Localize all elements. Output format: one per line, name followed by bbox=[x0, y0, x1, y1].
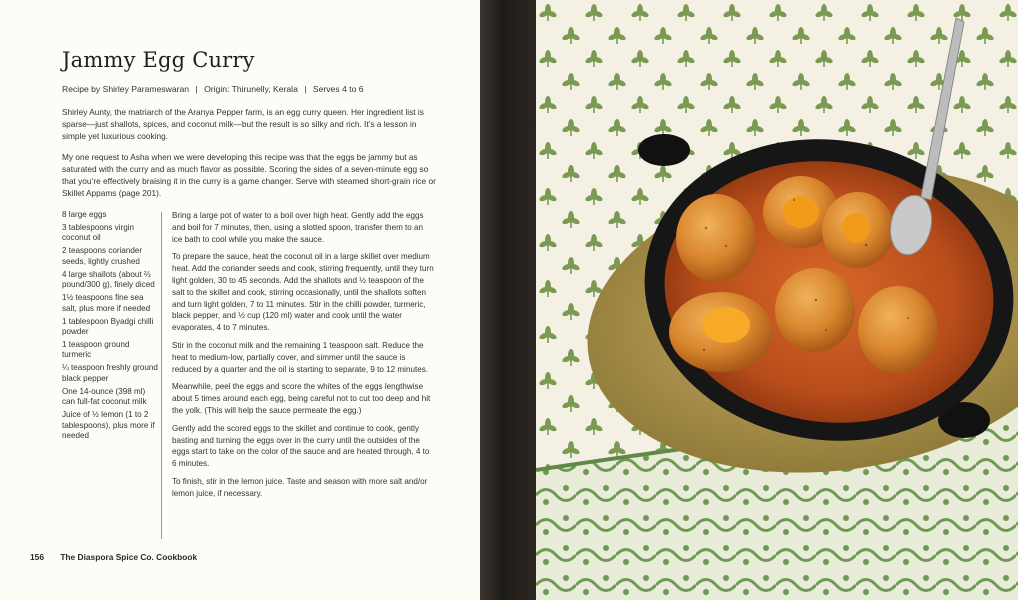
recipe-title: Jammy Egg Curry bbox=[62, 48, 255, 72]
method-steps bbox=[172, 210, 434, 506]
recipe-serves: Serves 4 to 6 bbox=[312, 84, 364, 94]
method-step: To prepare the sauce, heat the coconut oil in a large skillet over medium heat. Add the coriander seeds and cook, stirring frequently, until they turn light golden, 30 to 45 seconds. Add the shallots and ½ teaspoon of the salt to the skillet and cook, stirring occasionally, until the shallots soften and turn light golden, 7 to 11 minutes. Stir in the chilli powder, turmeric, black pepper, and ½ cup (120 ml) water and cook until the water evaporates, 4 to 7 minutes. bbox=[172, 252, 434, 333]
meta-separator: | bbox=[195, 84, 198, 94]
ingredient-item: 8 large eggs bbox=[62, 210, 107, 219]
ingredient-item: Juice of ½ lemon (1 to 2 tablespoons), plus more if needed bbox=[62, 410, 155, 441]
ingredient-item: 3 tablespoons virgin coconut oil bbox=[62, 223, 134, 243]
recipe-page bbox=[0, 0, 480, 600]
book-gutter bbox=[480, 0, 536, 600]
ingredient-item: One 14-ounce (398 ml) can full-fat coconut milk bbox=[62, 386, 147, 407]
recipe-meta bbox=[62, 84, 364, 94]
ingredient-item: 1 tablespoon Byadgi chilli powder bbox=[62, 316, 154, 337]
ingredient-item: 1 teaspoon ground turmeric bbox=[62, 340, 130, 360]
recipe-byline: Recipe by Shirley Parameswaran bbox=[62, 84, 190, 94]
method-step: Stir in the coconut milk and the remaining 1 teaspoon salt. Reduce the heat to medium-low, partially cover, and simmer until the sauce is reduced by a quarter and the oil is starting to separate, 9 to 12 minutes. bbox=[172, 340, 429, 374]
page-number: 156 bbox=[30, 552, 44, 562]
ingredient-item: 2 teaspoons coriander seeds, lightly crushed bbox=[62, 246, 143, 266]
egg-curry-illustration bbox=[536, 0, 1018, 600]
pan-handle-left bbox=[638, 134, 690, 166]
method-step: Meanwhile, peel the eggs and score the whites of the eggs lengthwise about 5 times around each egg, being careful not to cut too deep and hit the yolk. (This will help the sauce permeate the egg.) bbox=[172, 382, 431, 415]
book-title: The Diaspora Spice Co. Cookbook bbox=[60, 552, 198, 562]
meta-separator: | bbox=[304, 84, 307, 94]
ingredients-list bbox=[62, 210, 158, 444]
recipe-photo bbox=[536, 0, 1018, 600]
intro-paragraph: Shirley Aunty, the matriarch of the Aranya Pepper farm, is an egg curry queen. Her ingredient list is sparse—just shallots, spices, and coconut milk—but the result is so silky and rich. It’s a lesson in simple yet luxurious cooking. bbox=[62, 107, 424, 142]
method-step: Gently add the scored eggs to the skillet and continue to cook, gently basting and turning the eggs over in the curry until the outsides of the eggs start to take on the color of the sauce and are heated through, 4 to 6 minutes. bbox=[172, 423, 430, 469]
ingredient-item: 1½ teaspoons fine sea salt, plus more if needed bbox=[62, 293, 151, 313]
ingredient-item: 4 large shallots (about ⅔ pound/300 g), finely diced bbox=[62, 269, 155, 290]
recipe-intro bbox=[62, 106, 436, 207]
method-step: To finish, stir in the lemon juice. Taste and season with more salt and/or lemon juice, if necessary. bbox=[172, 476, 428, 498]
page-footer bbox=[30, 552, 197, 562]
method-step: Bring a large pot of water to a boil over high heat. Gently add the eggs and boil for 7 minutes, then, using a slotted spoon, transfer them to an ice bath to cool while you make the sauce. bbox=[172, 211, 424, 244]
recipe-origin: Origin: Thirunelly, Kerala bbox=[204, 84, 298, 94]
ingredient-item: ¼ teaspoon freshly ground black pepper bbox=[62, 363, 158, 383]
column-divider bbox=[161, 212, 162, 539]
intro-paragraph: My one request to Asha when we were developing this recipe was that the eggs be jammy but as saturated with the curry and as much flavor as possible. Scoring the sides of a seven-minute egg so that you’re effectively braising it in the curry is a game changer. Serve with steamed short-grain rice or Skillet Appams (page 201). bbox=[62, 151, 436, 199]
